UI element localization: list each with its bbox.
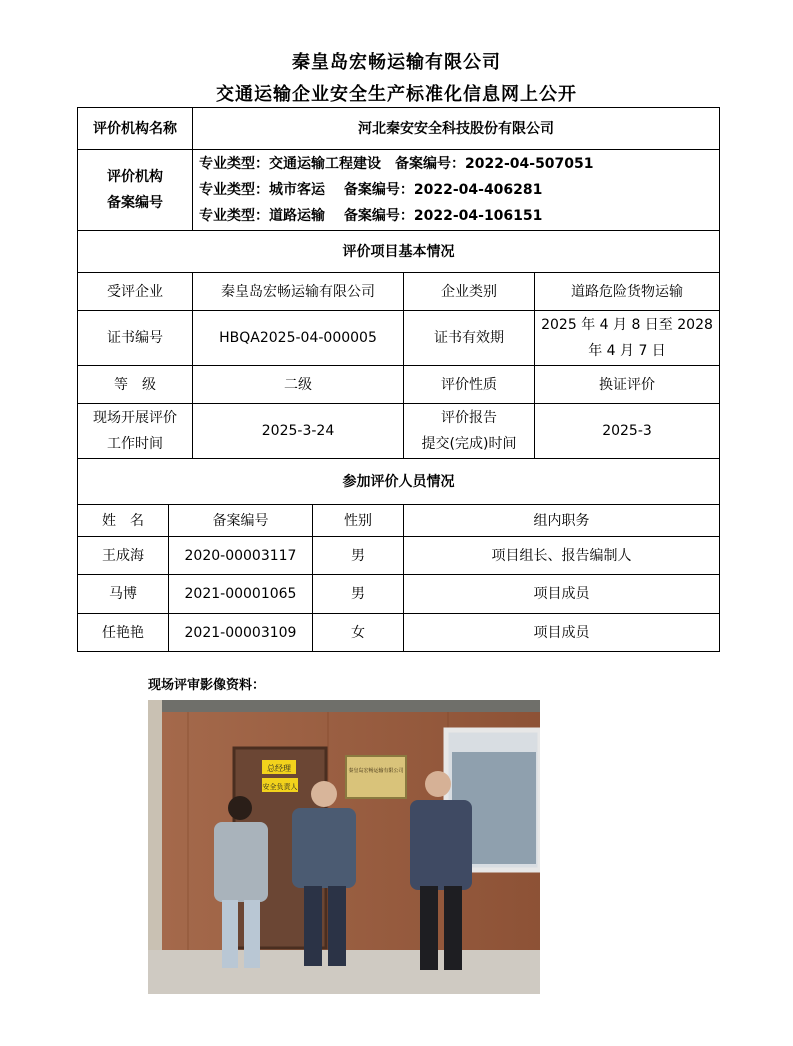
org-reg-list bbox=[193, 150, 720, 231]
staff-gender: 男 bbox=[313, 575, 404, 614]
staff-col-reg: 备案编号 bbox=[169, 505, 313, 537]
reg-line: 专业类型：城市客运 备案编号：2022-04-406281 bbox=[199, 182, 543, 198]
staff-name: 王成海 bbox=[78, 537, 169, 575]
cert-number-value: HBQA2025-04-000005 bbox=[193, 311, 404, 366]
staff-role: 项目组长、报告编制人 bbox=[404, 537, 720, 575]
staff-role: 项目成员 bbox=[404, 614, 720, 652]
category-value: 道路危险货物运输 bbox=[535, 273, 720, 311]
staff-reg: 2020-00003117 bbox=[169, 537, 313, 575]
basic-info-header: 评价项目基本情况 bbox=[78, 231, 720, 273]
grade-value: 二级 bbox=[193, 366, 404, 404]
nature-label: 评价性质 bbox=[404, 366, 535, 404]
reg-line: 专业类型：交通运输工程建设 备案编号：2022-04-507051 bbox=[199, 156, 594, 172]
company-title: 秦皇岛宏畅运输有限公司 bbox=[292, 52, 501, 73]
grade-label: 等 级 bbox=[78, 366, 193, 404]
org-name-value: 河北秦安安全科技股份有限公司 bbox=[193, 108, 720, 150]
staff-gender: 男 bbox=[313, 537, 404, 575]
onsite-time-label: 现场开展评价 工作时间 bbox=[78, 404, 193, 459]
svg-text:秦皇岛宏畅运输有限公司: 秦皇岛宏畅运输有限公司 bbox=[348, 768, 404, 774]
svg-text:安全负责人: 安全负责人 bbox=[262, 783, 298, 791]
site-photo-illustration bbox=[148, 700, 540, 994]
staff-col-gender: 性别 bbox=[313, 505, 404, 537]
nature-value: 换证评价 bbox=[535, 366, 720, 404]
staff-name: 马博 bbox=[78, 575, 169, 614]
staff-name: 任艳艳 bbox=[78, 614, 169, 652]
table-row bbox=[78, 575, 720, 614]
staff-col-name: 姓 名 bbox=[78, 505, 169, 537]
category-label: 企业类别 bbox=[404, 273, 535, 311]
onsite-time-value: 2025-3-24 bbox=[193, 404, 404, 459]
table-row bbox=[78, 537, 720, 575]
cert-number-label: 证书编号 bbox=[78, 311, 193, 366]
page-subtitle: 交通运输企业安全生产标准化信息网上公开 bbox=[216, 84, 577, 105]
table-row bbox=[78, 614, 720, 652]
org-reg-label: 评价机构 备案编号 bbox=[78, 150, 193, 231]
site-review-photo bbox=[148, 700, 540, 994]
staff-gender: 女 bbox=[313, 614, 404, 652]
staff-reg: 2021-00001065 bbox=[169, 575, 313, 614]
enterprise-value: 秦皇岛宏畅运输有限公司 bbox=[193, 273, 404, 311]
cert-validity-label: 证书有效期 bbox=[404, 311, 535, 366]
company-plaque bbox=[346, 756, 406, 798]
report-time-label: 评价报告 提交(完成)时间 bbox=[404, 404, 535, 459]
reg-line: 专业类型：道路运输 备案编号：2022-04-106151 bbox=[199, 208, 543, 224]
org-name-label: 评价机构名称 bbox=[78, 108, 193, 150]
report-time-value: 2025-3 bbox=[535, 404, 720, 459]
staff-col-role: 组内职务 bbox=[404, 505, 720, 537]
cert-validity-value: 2025 年 4 月 8 日至 2028 年 4 月 7 日 bbox=[535, 311, 720, 366]
enterprise-label: 受评企业 bbox=[78, 273, 193, 311]
staff-header: 参加评价人员情况 bbox=[78, 459, 720, 505]
photo-section-label: 现场评审影像资料： bbox=[148, 678, 266, 693]
staff-role: 项目成员 bbox=[404, 575, 720, 614]
staff-reg: 2021-00003109 bbox=[169, 614, 313, 652]
evaluation-table bbox=[77, 107, 720, 652]
svg-text:总经理: 总经理 bbox=[267, 764, 291, 773]
